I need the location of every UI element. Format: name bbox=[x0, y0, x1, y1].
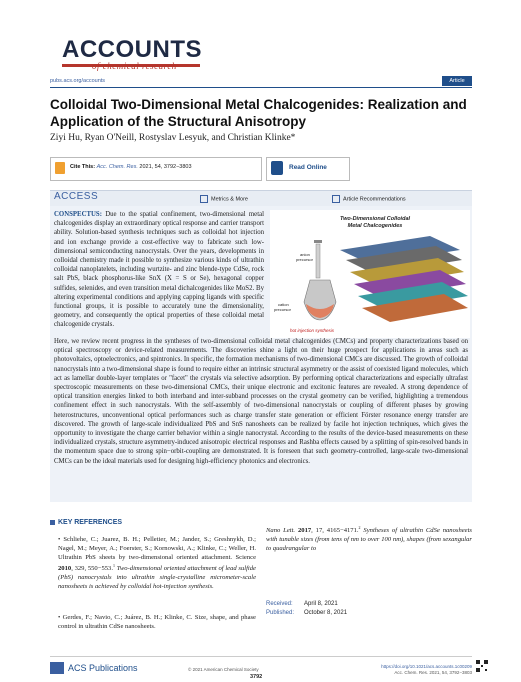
key-references-title: KEY REFERENCES bbox=[58, 519, 123, 526]
metrics-link[interactable] bbox=[200, 195, 248, 203]
key-reference-2: • Gerdes, F.; Navio, C.; Juárez, B. H.; Klinke, C. Size, shape, and phase control in ultrathin CdSe nanosheets. bbox=[58, 614, 256, 630]
site-link[interactable]: pubs.acs.org/accounts bbox=[50, 78, 106, 84]
publication-dates bbox=[266, 600, 347, 617]
ref2-journal: Nano Lett. bbox=[266, 527, 296, 535]
figure-label-anion: anion bbox=[300, 252, 310, 257]
ref2-pages: , 17, 4165−4171. bbox=[311, 527, 359, 535]
section-marker bbox=[50, 520, 55, 525]
copyright-notice: © 2021 American Chemical Society bbox=[188, 667, 259, 672]
cite-journal[interactable]: Acc. Chem. Res. bbox=[96, 164, 138, 170]
footer-citation: Acc. Chem. Res. 2021, 54, 3792−3803 bbox=[394, 670, 472, 675]
ref1-authors: Schliehe, C.; Juarez, B. H.; Pelletier, M.; Jander, S.; Greshnykh, D.; Nagel, M.; Meyer, A.; Foerster, S.; Kornowski, A.; Klinke, C.; Weller, H. Ultrathin PbS sheets by two-dimensional oriented attachment. Science bbox=[58, 536, 256, 561]
footer-divider bbox=[50, 656, 472, 657]
journal-logo-subtitle: of chemical research bbox=[92, 61, 177, 71]
publisher-name: ACS Publications bbox=[68, 663, 138, 673]
key-references-heading bbox=[58, 519, 122, 526]
cite-ref: 2021, 54, 3792−3803 bbox=[139, 164, 192, 170]
ref1-year: 2010 bbox=[58, 565, 72, 573]
ref1-note: Two-dimensional oriented attachment of lead sulfide (PbS) nanocrystals into ultrathin single-crystalline micrometer-scale nanosheets is achieved by colloidal hot-injection synthesis. bbox=[58, 565, 256, 591]
metrics-label: Metrics & More bbox=[211, 196, 248, 203]
abstract-paragraph-1 bbox=[54, 210, 264, 330]
received-label: Received: bbox=[266, 601, 293, 607]
qr-code-icon bbox=[476, 660, 488, 672]
cite-this-text bbox=[70, 164, 192, 170]
access-bar bbox=[50, 190, 472, 206]
read-online-icon bbox=[271, 161, 283, 175]
received-date: April 8, 2021 bbox=[304, 601, 338, 607]
toc-graphic bbox=[270, 210, 470, 338]
article-type-badge: Article bbox=[442, 76, 472, 86]
cite-label: Cite This: bbox=[70, 164, 96, 170]
abstract-text-1: Due to the spatial confinement, two-dimensional metal chalcogenides display an extraordinary optical response and carrier transport ability. Solution-based synthesis techniques such as colloidal hot injection and ion exchange provide a cost-effective way to fabricate such low-dimensional semiconducting nanocrystals. Over the years, developments in colloidal chemistry made it possible to synthesize various kinds of ultrathin colloidal nanoplatelets, including wurtzite- and zinc blende-type CdSe, rock salt PbS, black phosphorus-like SnX (X = S or Se), hexagonal copper sulfides, selenides, and even transition metal dichalcogenides like MoS2. By altering experimental conditions and applying capping ligands with specific functional groups, it is possible to accurately tune the dimensionality, geometry, and consequently the optical properties of these colloidal metal chalcogenide crystals. bbox=[54, 211, 264, 329]
author-list: Ziyi Hu, Ryan O'Neill, Rostyslav Lesyuk, and Christian Klinke* bbox=[50, 133, 296, 143]
doi-link[interactable]: https://doi.org/10.1021/acs.accounts.1c00209 bbox=[381, 664, 472, 669]
published-date: October 8, 2021 bbox=[304, 609, 348, 616]
read-online-label[interactable]: Read Online bbox=[289, 164, 327, 171]
access-label: ACCESS bbox=[54, 191, 99, 202]
conspectus-heading: CONSPECTUS: bbox=[54, 211, 102, 218]
doi-block bbox=[380, 664, 472, 676]
ref2-note: Syntheses of ultrathin CdSe nanosheets with tunable sizes (from tens of nm to over 100 nm), shapes (from sexangular to quadrangular to bbox=[266, 527, 472, 552]
ref1-pages: , 329, 550−553. bbox=[71, 565, 113, 573]
figure-label-cation-2: precursor bbox=[274, 307, 291, 312]
ref2-authors: Gerdes, F.; Navio, C.; Juárez, B. H.; Klinke, C. Size, shape, and phase control in ultrathin CdSe nanosheets. bbox=[58, 614, 256, 630]
header-divider bbox=[50, 87, 472, 88]
figure-title-1: Two-Dimensional Colloidal bbox=[339, 216, 411, 222]
abstract-paragraph-2: Here, we review recent progress in the syntheses of two-dimensional colloidal metal chalcogenides (CMCs) and property characterizations based on optical spectroscopy or device-related measurements. The discoveries shine a light on their huge prospect for applications in areas such as photovoltaics, optoelectronics, and spintronics. In specific, the formation mechanisms of two-dimensional CMCs are discussed. The growth of colloidal nanocrystals into a two-dimensional shape is found to require either an intrinsic structural asymmetry or the assist of coexisted ligand molecules, which act as lamellar double-layer templates or "facet" the crystals via selective adsorption. By performing optical characterizations and especially ultrafast spectroscopic measurements on these two-dimensional CMCs, their unique electronic and excitonic features are revealed. A strong dependence of optical transition energies linked to both interband and inter-subband processes on the crystal geometry can be verified, highlighting a tremendous confinement effect in such nanocrystals. With the self-assembly of two-dimensional nanocrystals or coupling of different phases by growing heterostructures, unconventional optical performances such as charge transfer state generation or efficient Förster resonance energy transfer are discovered. The growth of large-scale individualized PbS and SnS nanosheets can be realized by facile hot injection techniques, which gives the opportunity to investigate the charge carrier behavior within a single nanocrystal. According to the results of the device-based measurements on these individualized crystals, structure asymmetry-induced anisotropic electrical responses and Rashba effects caused by a splitting of spin-resolved bands in the momentum space due to strong spin−orbit-coupling are demonstrated. It is foreseen that such geometry-controlled, large-scale two-dimensional CMCs can be the ideal materials used for designing high-efficiency photonics and electronics. bbox=[54, 338, 468, 465]
page-number: 3792 bbox=[250, 674, 263, 680]
figure-title-2: Metal Chalcogenides bbox=[347, 223, 403, 229]
key-reference-1: • Schliehe, C.; Juarez, B. H.; Pelletier, M.; Jander, S.; Greshnykh, D.; Nagel, M.; Meyer, A.; Foerster, S.; Kornowski, A.; Klinke, C.; Weller, H. Ultrathin PbS sheets by two-dimensional oriented attachment. Science 2010, 329, 550−553.$^1$ Two-dimensional oriented attachment of lead sulfide (PbS) nanocrystals into ultrathin single-crystalline micrometer-scale nanosheets is achieved by colloidal hot-injection synthesis. bbox=[58, 536, 256, 591]
figure-label-anion-2: precursor bbox=[296, 257, 313, 262]
key-reference-2-continued: Nano Lett. 2017, 17, 4165−4171.$^2$ Syntheses of ultrathin CdSe nanosheets with tunable sizes (from tens of nm to over 100 nm), shapes (from sexangular to quadrangular to bbox=[266, 525, 472, 552]
ref2-year: 2017 bbox=[297, 527, 312, 535]
figure-label-cation: cation bbox=[278, 302, 289, 307]
quote-icon bbox=[55, 162, 65, 174]
article-title: Colloidal Two-Dimensional Metal Chalcogenides: Realization and Application of the Structural Anisotropy bbox=[50, 97, 467, 129]
recommendations-label: Article Recommendations bbox=[343, 196, 406, 203]
document-icon bbox=[332, 195, 340, 203]
published-label: Published: bbox=[266, 609, 295, 616]
journal-logo: ACCOUNTS bbox=[62, 36, 202, 63]
metrics-icon bbox=[200, 195, 208, 203]
figure-label-hot-injection: hot injection synthesis bbox=[290, 328, 335, 333]
recommendations-link[interactable] bbox=[332, 195, 406, 203]
acs-logo-icon bbox=[50, 662, 64, 674]
